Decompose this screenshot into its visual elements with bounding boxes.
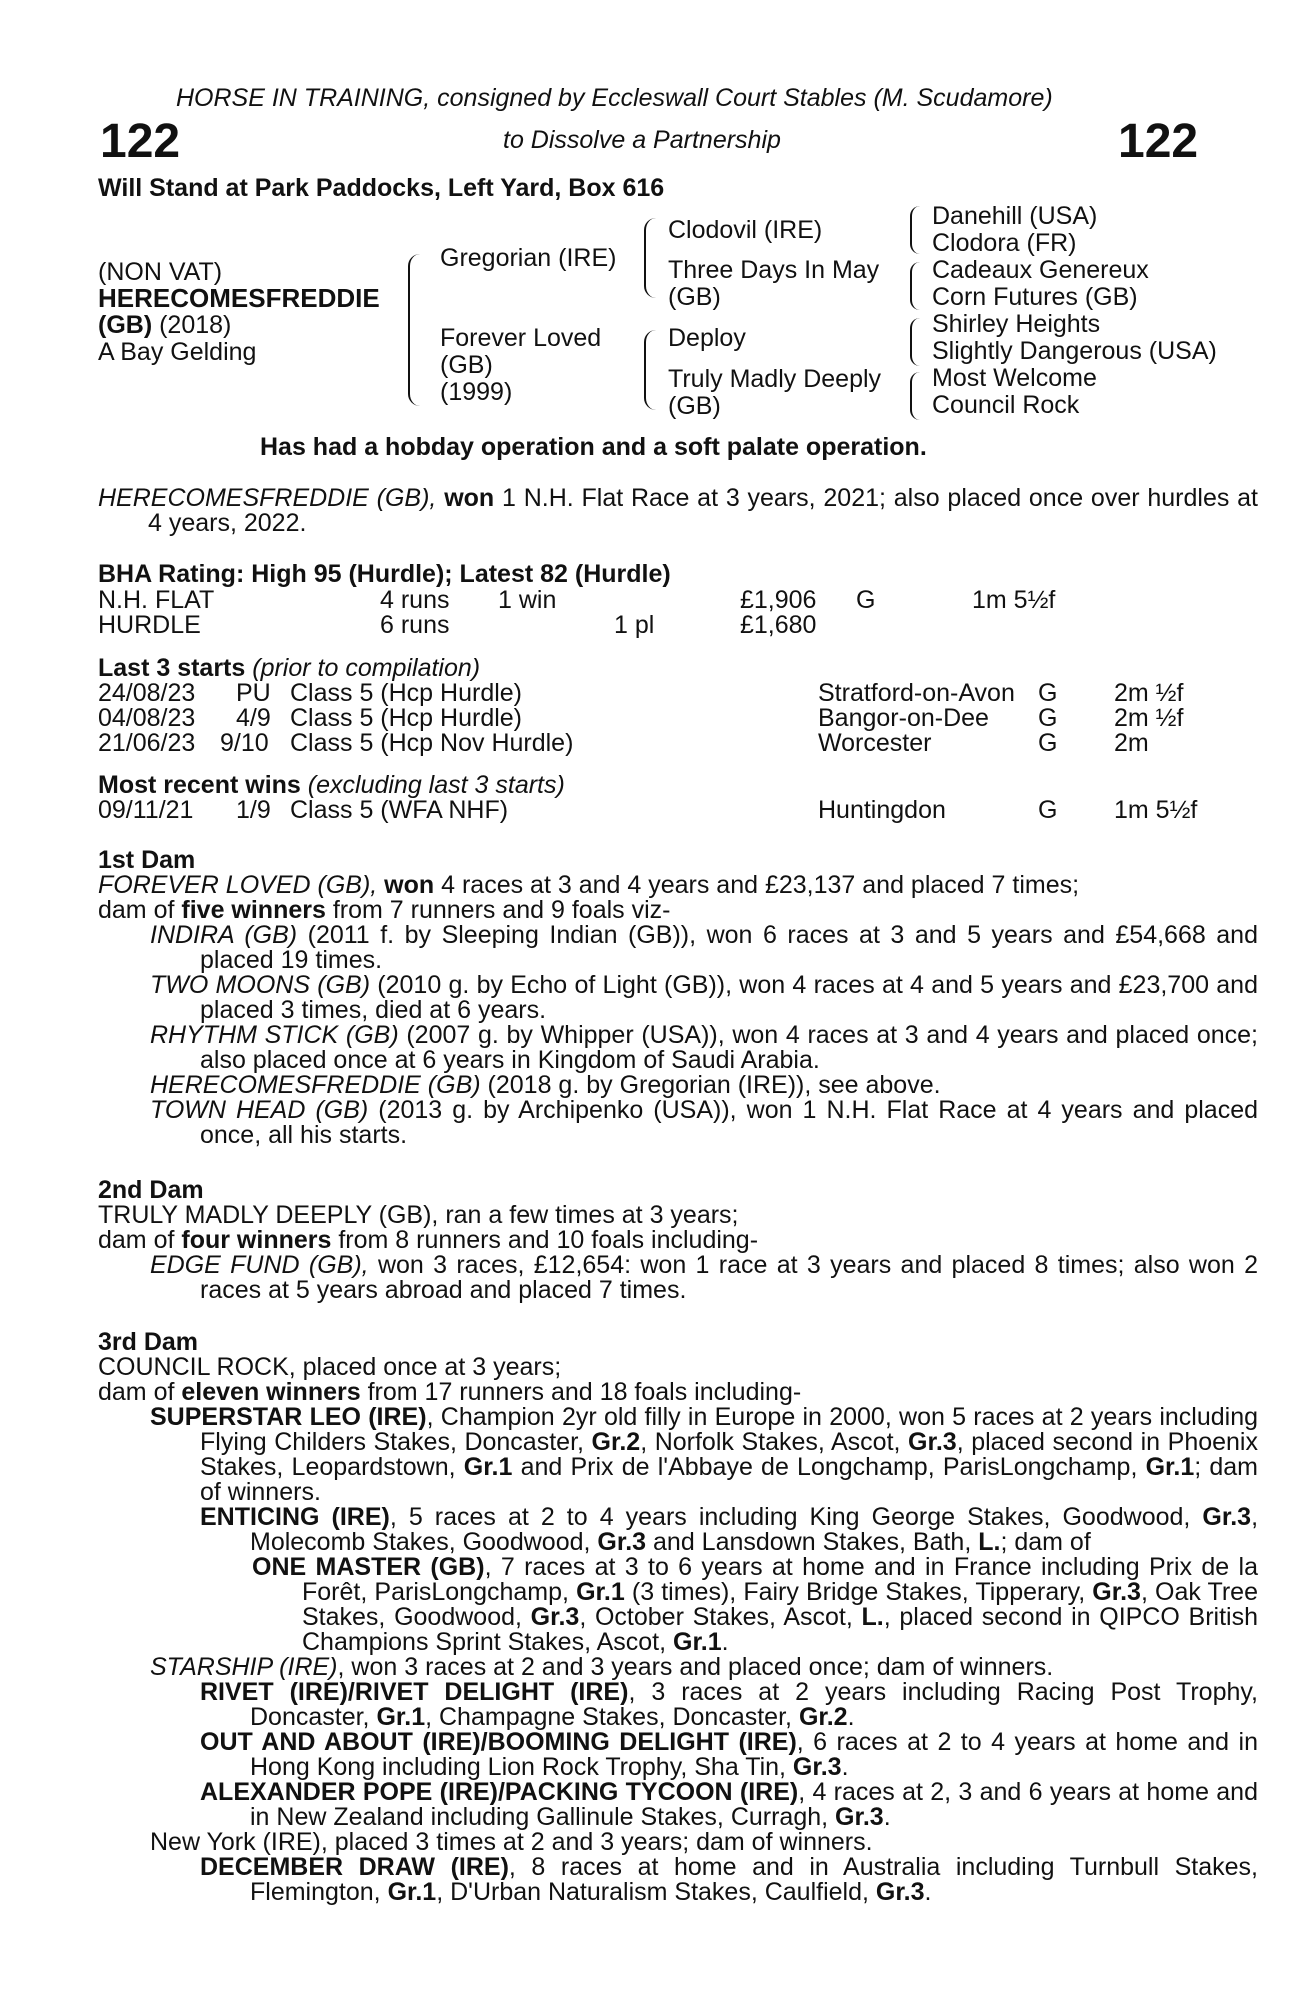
rating-row-placed: 1 pl <box>614 611 655 639</box>
lot-number-right: 122 <box>1118 115 1199 168</box>
pedigree-brace-2b <box>644 330 656 410</box>
win-date: 09/11/21 <box>98 796 194 824</box>
rating-row-runs: 6 runs <box>380 611 450 639</box>
foal-entry: TOWN HEAD (GB) (2013 g. by Archipenko (USA)), won 1 N.H. Flat Race at 4 years and placed once, all his starts. <box>150 1096 1258 1149</box>
rating-row-type: HURDLE <box>98 611 201 639</box>
rating-row-runs: 4 runs <box>380 586 450 614</box>
grandsire-1: Danehill (USA) <box>932 202 1098 230</box>
start-going: G <box>1038 729 1058 757</box>
foal-entry: EDGE FUND (GB), won 3 races, £12,654: won 1 race at 3 years and placed 8 times; also won 2 races at 5 years abroad and placed 7 times. <box>150 1251 1259 1304</box>
start-date: 21/06/23 <box>98 729 196 757</box>
start-distance: 2m <box>1114 729 1149 757</box>
granddam-4: Council Rock <box>932 391 1080 419</box>
rating-row-money: £1,680 <box>740 611 817 639</box>
start-distance: 2m ½f <box>1114 679 1184 707</box>
start-date: 24/08/23 <box>98 679 196 707</box>
foal-entry: HERECOMESFREDDIE (GB) (2018 g. by Gregorian (IRE)), see above. <box>150 1071 941 1099</box>
start-position: 9/10 <box>220 729 269 757</box>
sire: Gregorian (IRE) <box>440 244 617 272</box>
foal-entry: ENTICING (IRE), 5 races at 2 to 4 years including King George Stakes, Goodwood, Gr.3, Molecomb Stakes, Goodwood, Gr.3 and Lansdown Stakes, Bath, L.; dam of <box>200 1503 1259 1556</box>
start-course: Worcester <box>818 729 932 757</box>
win-going: G <box>1038 796 1058 824</box>
start-race: Class 5 (Hcp Hurdle) <box>290 704 523 732</box>
sire-dam-line-1: Three Days In May <box>668 256 880 284</box>
horse-description: A Bay Gelding <box>98 338 257 366</box>
rating-row-wins: 1 win <box>498 586 557 614</box>
horse-origin: (GB) <box>98 311 153 339</box>
grandsire-4: Most Welcome <box>932 364 1097 392</box>
start-going: G <box>1038 679 1058 707</box>
bha-rating: BHA Rating: High 95 (Hurdle); Latest 82 (Hurdle) <box>98 560 671 588</box>
pedigree-brace-3d <box>910 372 920 420</box>
start-position: PU <box>236 679 271 707</box>
horse-year: (2018) <box>159 311 232 339</box>
start-going: G <box>1038 704 1058 732</box>
second-dam-line: TRULY MADLY DEEPLY (GB), ran a few times at 3 years; <box>98 1201 739 1229</box>
start-race: Class 5 (Hcp Hurdle) <box>290 679 523 707</box>
granddam-3: Slightly Dangerous (USA) <box>932 337 1217 365</box>
summary-won: won <box>444 484 495 512</box>
rating-row-money: £1,906 <box>740 586 817 614</box>
horse-origin-year <box>98 313 231 338</box>
start-date: 04/08/23 <box>98 704 196 732</box>
granddam-2: Corn Futures (GB) <box>932 283 1138 311</box>
rating-row-dist: 1m 5½f <box>972 586 1056 614</box>
dam-dam-line-2: (GB) <box>668 392 721 420</box>
pedigree-brace-3b <box>910 262 920 310</box>
pedigree-brace-1 <box>408 254 422 406</box>
foal-entry: TWO MOONS (GB) (2010 g. by Echo of Light (GB)), won 4 races at 4 and 5 years and £23,700 and placed 3 times, died at 6 years. <box>150 971 1258 1024</box>
foal-entry: RIVET (IRE)/RIVET DELIGHT (IRE), 3 races at 2 years including Racing Post Trophy, Doncaster, Gr.1, Champagne Stakes, Doncaster, Gr.2. <box>200 1678 1258 1731</box>
stand-location: Will Stand at Park Paddocks, Left Yard, Box 616 <box>98 174 665 202</box>
foal-entry: New York (IRE), placed 3 times at 2 and 3 years; dam of winners. <box>150 1828 873 1856</box>
rating-row-going: G <box>856 586 876 614</box>
foal-entry: OUT AND ABOUT (IRE)/BOOMING DELIGHT (IRE), 6 races at 2 to 4 years at home and in Hong Kong including Lion Rock Trophy, Sha Tin, Gr.3. <box>200 1728 1258 1781</box>
first-dam-line: FOREVER LOVED (GB), won 4 races at 3 and 4 years and £23,137 and placed 7 times; <box>98 871 1080 899</box>
foal-entry: RHYTHM STICK (GB) (2007 g. by Whipper (USA)), won 4 races at 3 and 4 years and placed once; also placed once at 6 years in Kingdom of Saudi Arabia. <box>150 1021 1258 1074</box>
consignor-line: HORSE IN TRAINING, consigned by Eccleswall Court Stables (M. Scudamore) <box>176 84 1053 112</box>
last-starts-heading: Last 3 starts (prior to compilation) <box>98 654 481 682</box>
win-distance: 1m 5½f <box>1114 796 1198 824</box>
grandsire-2: Cadeaux Genereux <box>932 256 1149 284</box>
foal-entry: STARSHIP (IRE), won 3 races at 2 and 3 years and placed once; dam of winners. <box>150 1653 1054 1681</box>
grandsire-3: Shirley Heights <box>932 310 1101 338</box>
third-dam-heading: 3rd Dam <box>98 1328 199 1356</box>
dam-line-2: (GB) <box>440 351 493 379</box>
dam-line-3: (1999) <box>440 378 513 406</box>
start-course: Stratford-on-Avon <box>818 679 1015 707</box>
win-position: 1/9 <box>236 796 271 824</box>
first-dam-heading: 1st Dam <box>98 846 196 874</box>
foal-entry: DECEMBER DRAW (IRE), 8 races at home and in Australia including Turnbull Stakes, Flemington, Gr.1, D'Urban Naturalism Stakes, Caulfield, Gr.3. <box>200 1853 1258 1906</box>
start-position: 4/9 <box>236 704 271 732</box>
dam-sire: Deploy <box>668 324 746 352</box>
dam-line-1: Forever Loved <box>440 324 602 352</box>
sire-dam-line-2: (GB) <box>668 283 721 311</box>
pedigree-brace-3a <box>910 206 920 254</box>
recent-wins-heading: Most recent wins (excluding last 3 starts) <box>98 771 565 799</box>
win-course: Huntingdon <box>818 796 946 824</box>
start-race: Class 5 (Hcp Nov Hurdle) <box>290 729 574 757</box>
granddam-1: Clodora (FR) <box>932 229 1077 257</box>
second-dam-produce: dam of four winners from 8 runners and 10 foals including- <box>98 1226 759 1254</box>
pedigree-brace-2a <box>644 218 656 298</box>
third-dam-line: COUNCIL ROCK, placed once at 3 years; <box>98 1353 562 1381</box>
pedigree-brace-3c <box>910 318 920 366</box>
dam-dam-line-1: Truly Madly Deeply <box>668 365 882 393</box>
foal-entry: INDIRA (GB) (2011 f. by Sleeping Indian (GB)), won 6 races at 3 and 5 years and £54,668 and placed 19 times. <box>150 921 1258 974</box>
lot-number-left: 122 <box>100 115 181 168</box>
start-distance: 2m ½f <box>1114 704 1184 732</box>
rating-row-type: N.H. FLAT <box>98 586 215 614</box>
summary-horse-name: HERECOMESFREDDIE (GB), <box>98 484 437 512</box>
third-dam-produce: dam of eleven winners from 17 runners and 18 foals including- <box>98 1378 802 1406</box>
second-dam-heading: 2nd Dam <box>98 1176 204 1204</box>
horse-name: HERECOMESFREDDIE <box>98 283 380 313</box>
summary-text: 1 N.H. Flat Race at 3 years, 2021; also placed once over hurdles at 4 years, 2022. <box>148 484 1258 537</box>
foal-entry: ALEXANDER POPE (IRE)/PACKING TYCOON (IRE), 4 races at 2, 3 and 6 years at home and in New Zealand including Gallinule Stakes, Curragh, Gr.3. <box>200 1778 1258 1831</box>
foal-entry: SUPERSTAR LEO (IRE), Champion 2yr old filly in Europe in 2000, won 5 races at 2 years including Flying Childers Stakes, Doncaster, Gr.2, Norfolk Stakes, Ascot, Gr.3, placed second in Phoenix Stakes, Leopardstown, Gr.1 and Prix de l'Abbaye de Longchamp, ParisLongchamp, Gr.1; dam of winners. <box>150 1403 1259 1506</box>
operation-note: Has had a hobday operation and a soft palate operation. <box>260 433 927 461</box>
vat-status: (NON VAT) <box>98 258 223 286</box>
race-summary <box>98 486 1258 536</box>
consignor-subline: to Dissolve a Partnership <box>503 126 781 154</box>
start-course: Bangor-on-Dee <box>818 704 989 732</box>
foal-entry: ONE MASTER (GB), 7 races at 3 to 6 years at home and in France including Prix de la Forêt, ParisLongchamp, Gr.1 (3 times), Fairy Bridge Stakes, Tipperary, Gr.3, Oak Tree Stakes, Goodwood, Gr.3, October Stakes, Ascot, L., placed second in QIPCO British Champions Sprint Stakes, Ascot, Gr.1. <box>252 1553 1258 1656</box>
win-race: Class 5 (WFA NHF) <box>290 796 509 824</box>
sire-sire: Clodovil (IRE) <box>668 216 823 244</box>
first-dam-produce: dam of five winners from 7 runners and 9 foals viz- <box>98 896 671 924</box>
